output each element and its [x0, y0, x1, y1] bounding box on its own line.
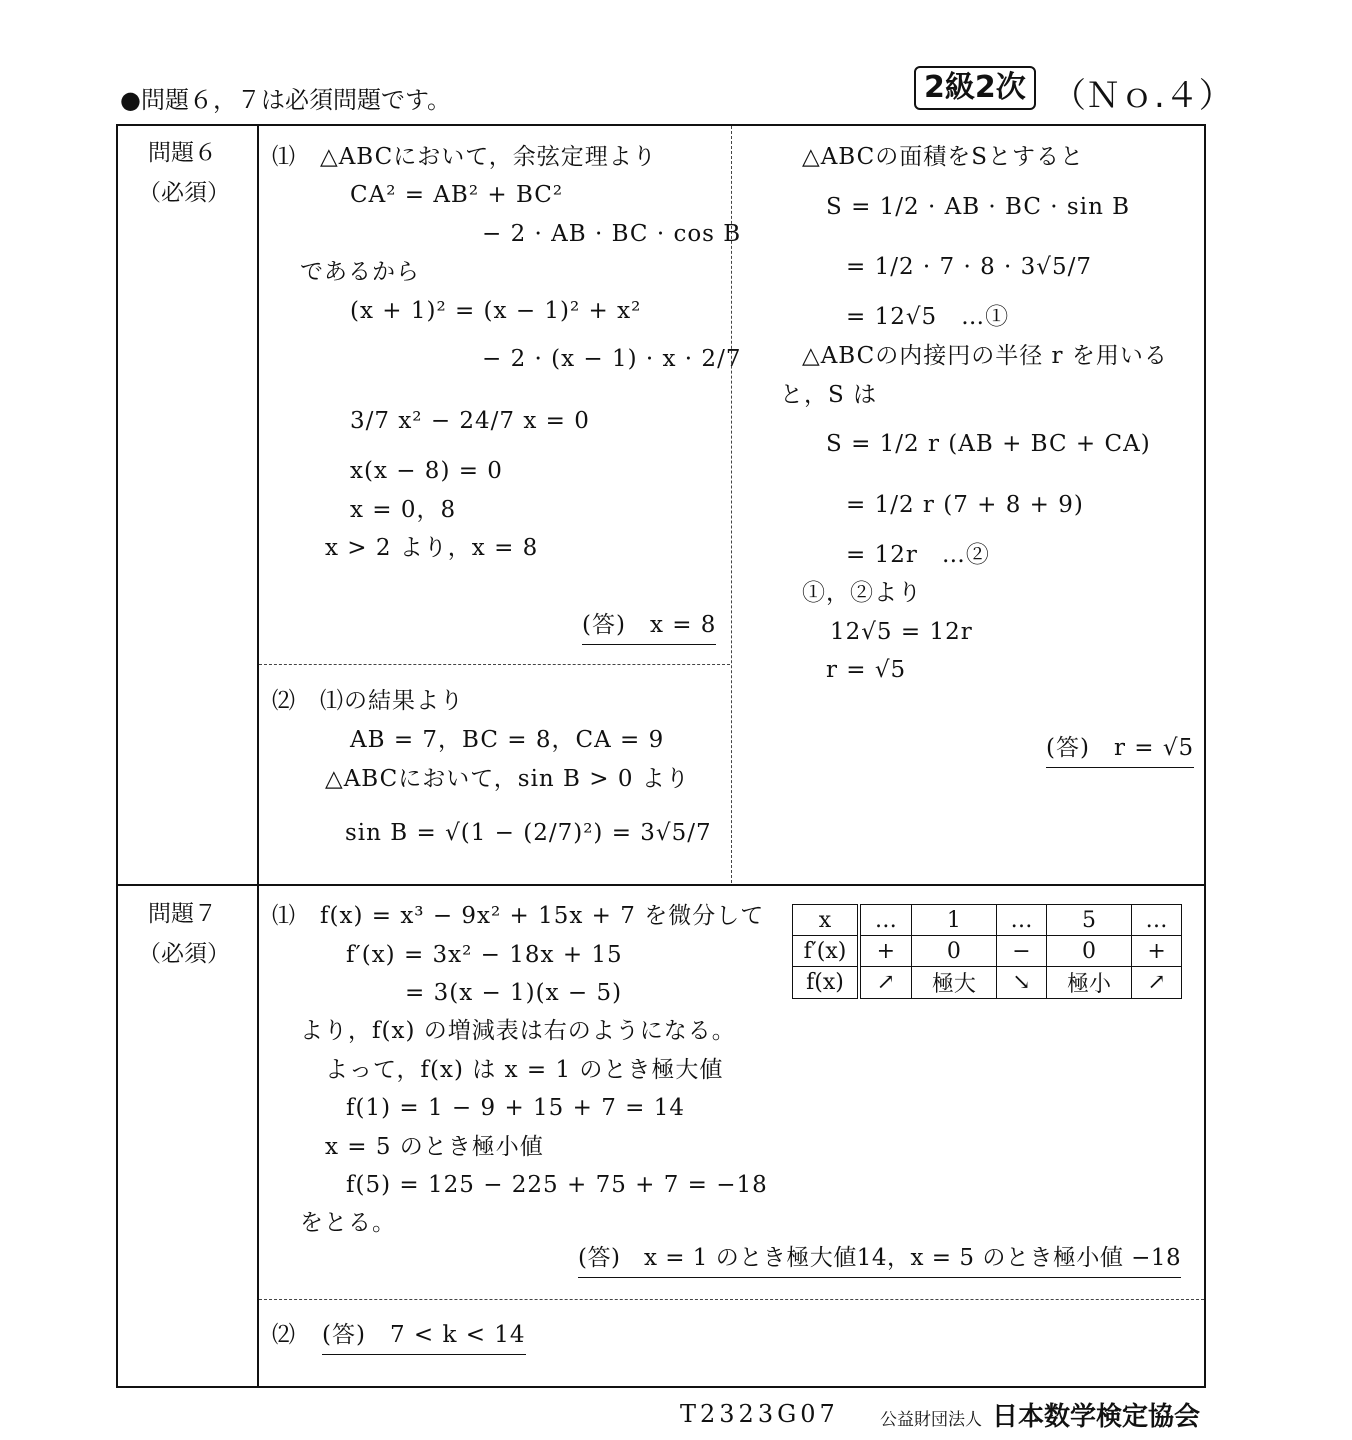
q6-right-line-8: = 1/2 r (7 + 8 + 9): [846, 492, 1084, 518]
table-cell: ↗: [859, 967, 911, 999]
q6-p2-line-1: ⑵ ⑴の結果より: [272, 688, 464, 714]
q6-p1-answer: (答) x = 8: [582, 610, 716, 645]
q7-p1-line-2: f′(x) = 3x² − 18x + 15: [346, 942, 623, 968]
document-code: T2323G07: [680, 1400, 839, 1428]
q7-p1-line-9: をとる。: [300, 1210, 396, 1236]
q7-required: （必須）: [138, 941, 230, 967]
q6-p2-line-2: AB = 7，BC = 8，CA = 9: [350, 727, 665, 753]
table-cell: 1: [911, 905, 996, 936]
q6-p2-line-4: sin B = √(1 − (2/7)²) = 3√5/7: [345, 820, 712, 846]
q6-right-line-9: = 12r …②: [846, 542, 990, 568]
q6-right-line-7: S = 1/2 r (AB + BC + CA): [826, 431, 1151, 457]
q6-right-line-4: = 12√5 …①: [846, 304, 1010, 330]
q7-p1-line-7: x = 5 のとき極小値: [325, 1134, 544, 1160]
table-cell: 極小: [1046, 967, 1131, 999]
increase-decrease-table: [792, 904, 1182, 999]
q6-p1-line-3: − 2 · AB · BC · cos B: [482, 221, 742, 247]
table-cell: ↗: [1132, 967, 1182, 999]
table-cell: 0: [1046, 936, 1131, 967]
notice-text: ●問題６，７は必須問題です。: [120, 86, 452, 114]
table-cell: …: [859, 905, 911, 936]
q6-right-answer: (答) r = √5: [1046, 733, 1194, 768]
q6-p1-line-2: CA² = AB² + BC²: [350, 182, 564, 208]
q6-right-line-1: △ABCの面積をSとすると: [802, 144, 1084, 170]
q6-q7-divider: [117, 884, 1205, 886]
q6-p1-line-9: x = 0，8: [350, 497, 457, 523]
q6-p1-line-5: (x + 1)² = (x − 1)² + x²: [350, 298, 642, 324]
q7-p1-line-8: f(5) = 125 − 225 + 75 + 7 = −18: [346, 1172, 768, 1198]
grade-badge: 2級2次: [914, 66, 1036, 110]
q7-p1-line-6: f(1) = 1 − 9 + 15 + 7 = 14: [346, 1095, 685, 1121]
q6-right-line-5: △ABCの内接円の半径 r を用いる: [802, 343, 1168, 369]
table-row: [793, 967, 1182, 999]
q7-p1-answer: (答) x = 1 のとき極大値14，x = 5 のとき極小値 −18: [578, 1243, 1181, 1278]
q6-p2-line-3: △ABCにおいて，sin B > 0 より: [325, 766, 690, 792]
q6-right-line-6: と，S は: [780, 382, 878, 408]
q7-p1-line-5: よって，f(x) は x = 1 のとき極大値: [325, 1057, 724, 1083]
q6-p1-line-7: 3/7 x² − 24/7 x = 0: [350, 408, 590, 434]
q7-p2-answer: (答) 7 < k < 14: [322, 1320, 526, 1355]
table-cell: f(x): [793, 967, 860, 999]
q6-p1-line-1: ⑴ △ABCにおいて，余弦定理より: [272, 144, 657, 170]
q6-p1-line-4: であるから: [300, 259, 420, 285]
q7-label: 問題７: [148, 901, 217, 927]
table-row: [793, 905, 1182, 936]
q7-part-divider: [259, 1299, 1204, 1300]
table-row: [793, 936, 1182, 967]
org-name: 日本数学検定協会: [992, 1402, 1201, 1432]
q6-p1-line-8: x(x − 8) = 0: [350, 458, 503, 484]
q6-right-line-11: 12√5 = 12r: [830, 619, 973, 645]
table-cell: x: [793, 905, 860, 936]
table-cell: −: [997, 936, 1047, 967]
q6-required: （必須）: [138, 180, 230, 206]
table-cell: ↘: [997, 967, 1047, 999]
table-cell: f′(x): [793, 936, 860, 967]
q6-label: 問題６: [148, 140, 217, 166]
q7-p1-line-1: ⑴ f(x) = x³ − 9x² + 15x + 7 を微分して: [272, 903, 765, 929]
table-cell: 極大: [911, 967, 996, 999]
table-cell: +: [859, 936, 911, 967]
q6-p1-line-10: x > 2 より，x = 8: [325, 535, 539, 561]
q6-right-line-3: = 1/2 · 7 · 8 · 3√5/7: [846, 254, 1092, 280]
table-cell: +: [1132, 936, 1182, 967]
q6-right-line-12: r = √5: [826, 657, 907, 683]
q6-p1-line-6: − 2 · (x − 1) · x · 2/7: [482, 346, 742, 372]
q7-p2-label: ⑵: [272, 1322, 296, 1348]
table-cell: 5: [1046, 905, 1131, 936]
table-cell: 0: [911, 936, 996, 967]
org-type: 公益財団法人: [880, 1410, 982, 1430]
q7-p1-line-3: = 3(x − 1)(x − 5): [405, 980, 623, 1006]
q6-right-line-10: ①，②より: [802, 580, 922, 606]
table-cell: …: [997, 905, 1047, 936]
q6-part-divider: [259, 664, 730, 665]
q6-right-line-2: S = 1/2 · AB · BC · sin B: [826, 194, 1131, 220]
label-column-divider: [257, 125, 259, 1387]
q7-p1-line-4: より，f(x) の増減表は右のようになる。: [300, 1018, 736, 1044]
page-number: （Ｎｏ.４）: [1052, 76, 1233, 116]
table-cell: …: [1132, 905, 1182, 936]
